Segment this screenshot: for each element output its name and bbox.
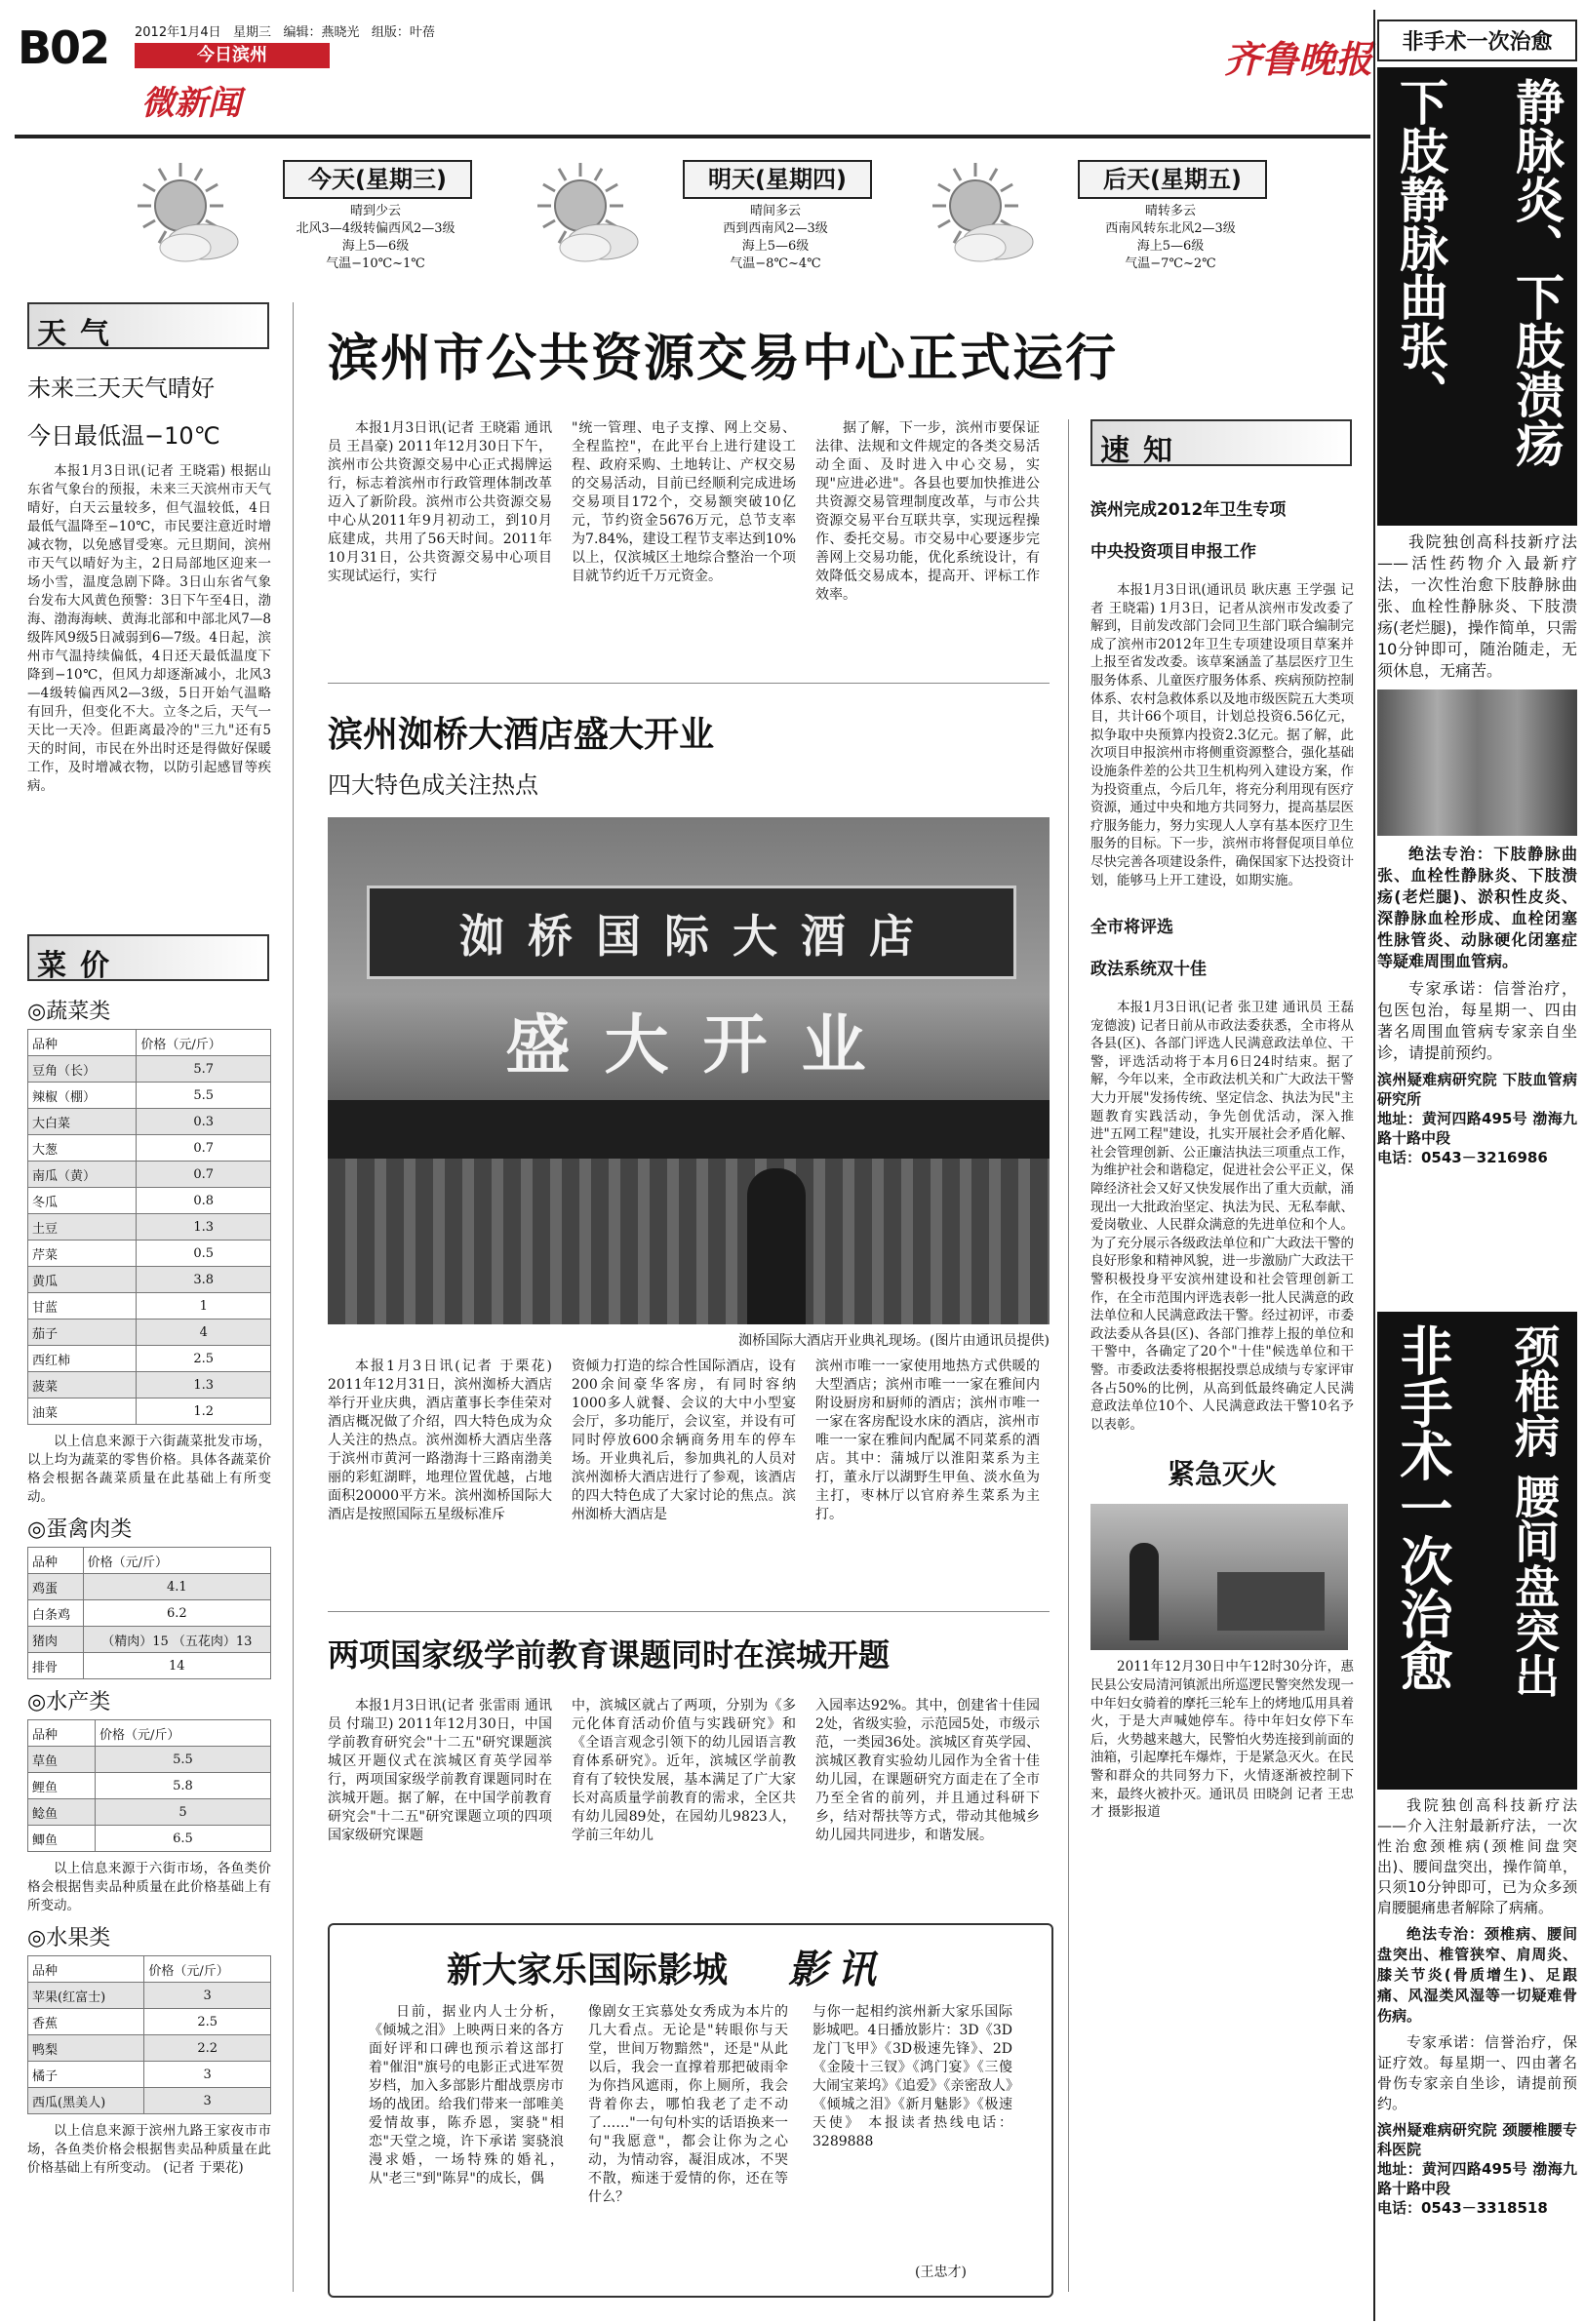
table-row (28, 2035, 271, 2062)
item-price: 4 (137, 1320, 271, 1346)
veg-title: ◎蔬菜类 (27, 1000, 111, 1024)
item-name: 豆角（长） (28, 1056, 137, 1083)
item-price: 0.5 (137, 1241, 271, 1267)
item-name: 猪肉 (28, 1627, 84, 1653)
item-name: 茄子 (28, 1320, 137, 1346)
table-row (28, 1293, 271, 1320)
item-price: 14 (83, 1653, 270, 1679)
item-price: 1.3 (137, 1372, 271, 1398)
article-1-col-2: "统一管理、电子支撑、网上交易、全程监控"，在此平台上进行建设工程、政府采购、土地转让、产权交易的交易活动，目前已经顺利完成进场交易项目172个，交易额突破10亿元，节约资金5676万元，总节支率为7.84%，建设工程节支率达到10%以上，仅滨城区土地综合整治一个项目就节约近千万元资金。 (572, 420, 796, 584)
table-row (28, 1267, 271, 1293)
quick-news-2-body: 本报1月3日讯(记者 张卫建 通讯员 王磊 宠德波) 记者日前从市政法委获悉，全市将从各县(区)、各部门评选人民满意政法单位、干警，评选活动将于本月6日24时结束。据了解，今年以来，全市政法机关和广大政法干警大力开展"发扬传统、坚定信念、执法为民"主题教育实践活动，争先创优活动，深入推进"五网工程"建设，扎实开展社会矛盾化解、社会管理创新、公正廉洁执法三项重点工作，为维护社会和谐稳定，促进社会公平正义，保障经济社会又好又快发展作出了重大贡献，涌现出一大批政治坚定、执法为民、无私奉献、爱岗敬业、人民群众满意的先进单位和个人。为了充分展示各级政法单位和广大政法干警的良好形象和精神风貌，进一步激励广大政法干警积极投身平安滨州建设和社会管理创新工作，在全市范围内评选表彰一批人民满意的政法单位和人民满意政法干警。经过初评，市委政法委从各县(区)、各部门推荐上报的单位和干警中，各确定了20个"十佳"候选单位和干警。市委政法委将根据投票总成绩与专家评审各占50%的比例，从高到低最终确定人民满意政法单位10个、人民满意政法干警10名予以表彰。 (1090, 1000, 1354, 1433)
table-row (28, 1056, 271, 1083)
left-divider (293, 302, 294, 2292)
item-price: 3.8 (137, 1267, 271, 1293)
left-column (27, 302, 271, 2178)
ad-2-specialty: 绝法专治：颈椎病、腰间盘突出、椎管狭窄、肩周炎、膝关节炎(骨质增生)、足跟痛、风湿类风湿等一切疑难骨伤病。 (1377, 1925, 1577, 2025)
quick-news-2-headline-2: 政法系统双十佳 (1090, 960, 1207, 980)
table-header-row (28, 1720, 271, 1747)
table-row (28, 1747, 271, 1773)
fruit-note: 以上信息来源于滨州九路王家夜市市场，各鱼类价格会根据售卖品种质量在此价格基础上有所变动。 (记者 于栗花) (27, 2123, 271, 2176)
item-name: 土豆 (28, 1214, 137, 1241)
item-price: 0.8 (137, 1188, 271, 1214)
table-row (28, 1162, 271, 1188)
item-price: 1 (137, 1293, 271, 1320)
article-3-col-1: 本报1月3日讯(记者 张雷雨 通讯员 付瑞卫) 2011年12月30日，中国学前教育研究会"十二五"研究课题滨城区开题仪式在滨城区育英学园举行，两项国家级学前教育课题同时在滨城开题。据了解，在中国学前教育研究会"十二五"研究课题立项的四项国家级研究课题 (328, 1698, 552, 1843)
item-name: 鸡蛋 (28, 1574, 84, 1600)
table-header-row (28, 1956, 271, 1983)
weather-day-label: 后天(星期五) (1078, 160, 1267, 199)
item-price: 0.7 (137, 1162, 271, 1188)
item-name: 苹果(红富士) (28, 1983, 144, 2009)
hotel-photo (328, 817, 1050, 1324)
item-name: 西红柿 (28, 1346, 137, 1372)
quick-news-1-headline: 滨州完成2012年卫生专项 (1090, 500, 1287, 520)
ad-1-banner (1377, 67, 1577, 526)
ad-1-specialty: 绝法专治：下肢静脉曲张、血栓性静脉炎、下肢溃疡(老烂腿)、淤积性皮炎、深静脉血栓形成、血栓闭塞性脉管炎、动脉硬化闭塞症等疑难周围血管病。 (1377, 845, 1577, 970)
right-column (1090, 419, 1354, 1822)
fire-photo-vehicle (1217, 1572, 1325, 1631)
item-price: 5.7 (137, 1056, 271, 1083)
ad-1-address: 地址：黄河四路495号 渤海九路十路中段 (1377, 1110, 1577, 1147)
fire-photo-figure (1129, 1543, 1159, 1640)
photo-person (747, 1168, 806, 1324)
item-name: 排骨 (28, 1653, 84, 1679)
table-row (28, 1372, 271, 1398)
rule-1 (328, 683, 1050, 684)
item-name: 辣椒（棚） (28, 1083, 137, 1109)
item-name: 甘蓝 (28, 1293, 137, 1320)
ad-1-hospital: 滨州疑难病研究院 下肢血管病研究所 (1377, 1071, 1577, 1108)
item-name: 鲫鱼 (28, 1826, 96, 1852)
table-row (28, 1653, 271, 1679)
ad-top-label: 非手术一次治愈 (1377, 20, 1577, 61)
table-row (28, 2062, 271, 2088)
article-2-col-1: 本报1月3日讯(记者 于栗花) 2011年12月31日，滨州洳桥大酒店举行开业庆典，酒店董事长李佳荣对酒店概况做了介绍，四大特色成为众人关注的热点。滨州洳桥大酒店坐落于滨州市黄河一路渤海十三路南渤美丽的彩虹湖畔，地理位置优越，占地面积20000平方米。滨州洳桥国际大酒店是按照国际五星级标准斥 (328, 1359, 552, 1522)
aqua-note: 以上信息来源于六街市场，各鱼类价格会根据售卖品种质量在此价格基础上有所变动。 (27, 1861, 271, 1913)
masthead-meta: 2012年1月4日 星期三 编辑：燕晓光 组版：叶蓓 (135, 25, 435, 40)
item-name: 草鱼 (28, 1747, 96, 1773)
weather-day-1 (527, 154, 917, 300)
item-price: 2.5 (144, 2009, 271, 2035)
movie-heading-2: 影讯 (788, 1948, 886, 1992)
table-row (28, 1600, 271, 1627)
table-row (28, 1398, 271, 1425)
quick-news-1-body: 本报1月3日讯(通讯员 耿庆惠 王学强 记者 王晓霜) 1月3日，记者从滨州市发改委了解到，目前发改部门会同卫生部门联合编制完成了滨州市2012年卫生专项建设项目草案并上报至省发改委。该草案涵盖了基层医疗卫生服务体系、儿童医疗服务体系、疾病预防控制体系、农村急救体系以及地市级医院五大类项目，共计66个项目，计划总投资6.56亿元，拟争取中央预算内投资2.3亿元。据了解，此次项目申报滨州市将侧重资源整合，强化基础设施条件差的公共卫生机构列入建设方案，作为投资重点，今后几年，将充分利用现有医疗资源，通过中央和地方共同努力，提高基层医疗服务能力，努力实现人人享有基本医疗卫生服务的目标。下一步，滨州市将督促项目单位尽快完善各项建设条件，确保国家下达投资计划，能够马上开工建设，如期实施。 (1090, 582, 1354, 888)
item-price: 1.2 (137, 1398, 271, 1425)
article-3-col-3: 入园率达92%。其中，创建省十佳园2处，省级实验，示范园5处，市级示范，一类园36处。滨城区育英学园、滨城区教育实验幼儿园作为全省十佳幼儿园，在课题研究方面走在了全市乃至全省的前列，并且通过科研下乡，结对帮扶等方式，带动其他城乡幼儿园共同进步，和谐发展。 (815, 1698, 1040, 1843)
price-section-title: 菜价 (27, 934, 269, 981)
item-name: 鸭梨 (28, 2035, 144, 2062)
table-row (28, 1574, 271, 1600)
ad-1-promise: 专家承诺：信誉治疗，包医包治，每星期一、四由著名周围血管病专家亲自坐诊，请提前预约。 (1377, 979, 1577, 1062)
table-row (28, 1826, 271, 1852)
movie-col-1: 日前，据业内人士分析，《倾城之泪》上映两日来的各方面好评和口碑也预示着这部打着"催泪"旗号的电影正式进军贺岁档，加入多部影片酣战票房市场的战团。给我们带来一部唯美爱情故事，陈乔恩，窦骁"相恋"天堂之境，许下承诺 窦骁浪漫求婚，一场特殊的婚礼，从"老三"到"陈昇"的成长，偶 (369, 2004, 564, 2186)
item-name: 黄瓜 (28, 1267, 137, 1293)
item-name: 大葱 (28, 1135, 137, 1162)
aqua-title: ◎水产类 (27, 1690, 111, 1714)
item-price: 2.5 (137, 1346, 271, 1372)
movie-col-3: 与你一起相约滨州新大家乐国际影城吧。4日播放影片：3D《3D龙门飞甲》《3D极速先锋》、2D《金陵十三钗》《鸿门宴》《三傻大闹宝莱坞》《追爱》《亲密敌人》《倾城之泪》《新月魅影》《极速天使》 本报读者热线电话：3289888 (812, 2004, 1012, 2149)
weather-detail: 晴间多云 西到西南风2—3级 海上5—6级 气温−8℃~4℃ (723, 204, 828, 271)
item-price: 5.5 (95, 1747, 270, 1773)
paper-logo: 齐鲁晚报 (1224, 38, 1373, 81)
item-price: 0.3 (137, 1109, 271, 1135)
photo-banner-text: 洳 桥 国 际 大 酒 店 (458, 910, 919, 963)
headline-2: 滨州洳桥大酒店盛大开业 (328, 715, 715, 755)
table-row (28, 1135, 271, 1162)
fruit-price-table (27, 1955, 271, 2114)
item-price: 4.1 (83, 1574, 270, 1600)
item-price: 3 (144, 2088, 271, 2114)
weather-detail: 晴转多云 西南风转东北风2—3级 海上5—6级 气温−7℃~2℃ (1105, 204, 1236, 271)
quick-news-title: 速知 (1090, 419, 1352, 466)
ad-1-big-text-2: 下肢静脉曲张、 (1392, 77, 1448, 418)
sun-cloud-icon (922, 162, 1039, 269)
item-name: 鲤鱼 (28, 1773, 96, 1799)
item-price: 5 (95, 1799, 270, 1826)
quick-news-3-headline: 紧急灭火 (1167, 1458, 1277, 1491)
ad-1 (1377, 20, 1577, 1167)
ad-1-phone: 电话：0543－3216986 (1377, 1149, 1548, 1166)
item-name: 香蕉 (28, 2009, 144, 2035)
table-header-row (28, 1548, 271, 1574)
item-name: 橘子 (28, 2062, 144, 2088)
col-header-price: 价格（元/斤） (95, 1720, 270, 1747)
photo-caption: 洳桥国际大酒店开业典礼现场。(图片由通讯员提供) (738, 1333, 1050, 1349)
item-price: 2.2 (144, 2035, 271, 2062)
table-row (28, 1109, 271, 1135)
ad-2-intro: 我院独创高科技新疗法——介入注射最新疗法，一次性治愈颈椎病(颈椎间盘突出)、腰间盘突出，操作简单，只须10分钟即可，已为众多颈肩腰腿痛患者解除了病痛。 (1377, 1796, 1577, 1916)
article-3-col-2: 中，滨城区就占了两项，分别为《多元化体育活动价值与实践研究》和《全语言观念引领下的幼儿园语言教育体系研究》。近年，滨城区学前教育有了较快发展，基本满足了广大家长对高质量学前教育的需求，全区共有幼儿园89处，在园幼儿9823人，学前三年幼儿 (572, 1698, 796, 1843)
item-name: 芹菜 (28, 1241, 137, 1267)
weather-headline: 未来三天天气晴好 (27, 374, 215, 402)
ad-2-promise: 专家承诺：信誉治疗，保证疗效。每星期一、四由著名骨伤专家亲自坐诊，请提前预约。 (1377, 2033, 1577, 2112)
aqua-price-table (27, 1719, 271, 1852)
weather-section-title: 天气 (27, 302, 269, 349)
section-tab: 今日滨州 (135, 43, 330, 68)
headline-3: 两项国家级学前教育课题同时在滨城开题 (328, 1636, 891, 1674)
item-name: 油菜 (28, 1398, 137, 1425)
movie-col-2: 像剧女王宾慕处女秀成为本片的几大看点。无论是"转眼你与天堂，世间万物黯然"，还是"从此以后，我会一直撑着那把破雨伞为你挡风遮雨，你上厕所，我会背着你去，哪怕我老了走不动了……"一句句朴实的话语换来一句"我愿意"，都会让你为之心动，为情动容，凝泪成冰，不哭不散，痴迷于爱情的你，还在等什么？ (588, 2004, 788, 2205)
table-header-row (28, 1030, 271, 1056)
ad-1-photo (1377, 689, 1577, 836)
photo-banner-text-2: 盛 大 开 业 (505, 1007, 872, 1083)
article-2-col-2: 资倾力打造的综合性国际酒店，设有200余间豪华客房，有同时容纳1000多人就餐、会议的大中小型宴会厅，多功能厅，会议室，并设有可同时停放600余辆商务用车的停车场。开业典礼后，参加典礼的人员对滨州洳桥大酒店进行了参观，该酒店的四大特色成了大家讨论的焦点。滨州洳桥大酒店是 (572, 1359, 796, 1522)
fruit-title: ◎水果类 (27, 1926, 111, 1950)
right-divider (1068, 419, 1069, 2292)
table-row (28, 1188, 271, 1214)
subheadline-2: 四大特色成关注热点 (328, 771, 538, 799)
table-row (28, 1346, 271, 1372)
fire-photo (1090, 1504, 1348, 1650)
table-row (28, 2009, 271, 2035)
table-row (28, 2088, 271, 2114)
item-name: 菠菜 (28, 1372, 137, 1398)
article-1-col-1: 本报1月3日讯(记者 王晓霜 通讯员 王昌豪) 2011年12月30日下午，滨州市公共资源交易中心正式揭牌运行，标志着滨州市行政管理体制改革迈入了新阶段。滨州市公共资源交易中心从2011年9月初动工，到10月底建成，共用了56天时间。2011年10月31日，公共资源交易中心项目实现试运行，实行 (328, 420, 552, 584)
item-price: 6.5 (95, 1826, 270, 1852)
item-price: 0.7 (137, 1135, 271, 1162)
rule-2 (328, 1611, 1050, 1612)
sun-cloud-icon (527, 162, 644, 269)
ad-2 (1377, 1312, 1577, 2218)
table-row (28, 1773, 271, 1799)
photo-crowd (328, 1159, 1050, 1324)
headline-1: 滨州市公共资源交易中心正式运行 (328, 330, 1119, 388)
item-price: 3 (144, 2062, 271, 2088)
table-row (28, 1627, 271, 1653)
movie-signature: (王忠才) (915, 2265, 967, 2280)
sun-cloud-icon (127, 162, 244, 269)
article-1-col-3: 据了解，下一步，滨州市要保证法律、法规和文件规定的各类交易活动全面、及时进入中心交易，实现"应进必进"。各县也要加快推进公共资源交易管理制度改革，与市公共资源交易平台互联共享，实现远程操作、委托交易。市交易中心要逐步完善网上交易功能，优化系统设计，有效降低交易成本，提高开、评标工作效率。 (815, 420, 1040, 603)
item-price: （精肉）15 （五花肉）13 (83, 1627, 270, 1653)
table-row (28, 1320, 271, 1346)
weather-subheadline: 今日最低温−10℃ (27, 422, 220, 450)
col-header-price: 价格（元/斤） (137, 1030, 271, 1056)
weather-detail: 晴到少云 北风3—4级转偏西风2—3级 海上5—6级 气温−10℃~1℃ (296, 204, 456, 271)
quick-news-2-headline: 全市将评选 (1090, 918, 1173, 938)
ad-column-border (1373, 10, 1375, 2321)
movie-heading: 新大家乐国际影城 (447, 1950, 729, 1990)
item-price: 3 (144, 1983, 271, 2009)
ad-2-banner (1377, 1312, 1577, 1790)
item-price: 6.2 (83, 1600, 270, 1627)
weather-day-label: 今天(星期三) (283, 160, 472, 199)
quick-news-1-headline-2: 中央投资项目申报工作 (1090, 542, 1256, 562)
weather-body: 本报1月3日讯(记者 王晓霜) 根据山东省气象台的预报，未来三天滨州市天气晴好，白天云量较多，但气温较低，4日最低气温降至−10℃，市民要注意近时增减衣物，以免感冒受寒。元旦期间，滨州市天气以晴好为主，2日局部地区迎来一场小雪，温度急剧下降。3日山东省气象台发布大风黄色预警：3日下午至4日，渤海、渤海海峡、黄海北部和中部北风7—8级阵风9级5日减弱到6—7级。4日起，滨州市气温持续偏低，4日还天最低温度下降到−10℃，但风力却逐渐减小，北风3—4级转偏西风2—3级，5日开始气温略有回升，但变化不大。立冬之后，天气一天比一天冷。但距离最冷的"三九"还有5天的时间，市民在外出时还是得做好保暖工作，及时增减衣物，以防引起感冒等疾病。 (27, 463, 271, 794)
egg-title: ◎蛋禽肉类 (27, 1517, 133, 1542)
page-number: B02 (18, 21, 109, 74)
item-price: 5.5 (137, 1083, 271, 1109)
ad-2-hospital: 滨州疑难病研究院 颈腰椎腰专科医院 (1377, 2121, 1577, 2158)
ad-2-big-text-2: 非手术一次治愈 (1392, 1323, 1453, 1692)
quick-news-3-body: 2011年12月30日中午12时30分许，惠民县公安局清河镇派出所巡逻民警突然发现一中年妇女骑着的摩托三轮车上的烤地瓜用具着火，于是大声喊她停车。待中年妇女停下车后，火势越来越大，民警怕火势连接到前面的油箱，引起摩托车爆炸，于是紧急灭火。在民警和群众的共同努力下，火情逐渐被控制下来，最终火被扑灭。通讯员 田晓剑 记者 王忠才 摄影报道 (1090, 1659, 1354, 1821)
table-row (28, 1241, 271, 1267)
item-name: 白条鸡 (28, 1600, 84, 1627)
col-header-name: 品种 (28, 1720, 96, 1747)
weather-day-2 (922, 154, 1312, 300)
item-price: 5.8 (95, 1773, 270, 1799)
ad-1-big-text: 静脉炎、下肢溃疡 (1508, 77, 1565, 467)
col-header-name: 品种 (28, 1030, 137, 1056)
photo-stage (328, 1100, 1050, 1159)
table-row (28, 1214, 271, 1241)
item-name: 南瓜（黄） (28, 1162, 137, 1188)
ad-2-address: 地址：黄河四路495号 渤海九路十路中段 (1377, 2160, 1577, 2197)
item-name: 冬瓜 (28, 1188, 137, 1214)
ad-2-phone: 电话：0543－3318518 (1377, 2199, 1548, 2217)
col-header-price: 价格（元/斤） (144, 1956, 271, 1983)
item-name: 鲶鱼 (28, 1799, 96, 1826)
veg-note: 以上信息来源于六街蔬菜批发市场，以上均为蔬菜的零售价格。具体各蔬菜价格会根据各蔬菜质量在此基础上有所变动。 (27, 1434, 271, 1505)
table-row (28, 1799, 271, 1826)
col-header-price: 价格（元/斤） (83, 1548, 270, 1574)
ad-2-big-text: 颈椎病 腰间盘突出 (1508, 1323, 1561, 1699)
item-name: 大白菜 (28, 1109, 137, 1135)
col-header-name: 品种 (28, 1548, 84, 1574)
table-row (28, 1983, 271, 2009)
column-name: 微新闻 (141, 84, 241, 123)
egg-price-table (27, 1547, 271, 1679)
masthead-rule (15, 135, 1370, 138)
table-row (28, 1083, 271, 1109)
veg-price-table (27, 1029, 271, 1425)
item-name: 西瓜(黑美人) (28, 2088, 144, 2114)
col-header-name: 品种 (28, 1956, 144, 1983)
weather-day-0 (127, 154, 517, 300)
item-price: 1.3 (137, 1214, 271, 1241)
movie-box (328, 1923, 1053, 2298)
weather-day-label: 明天(星期四) (683, 160, 872, 199)
article-2-col-3: 滨州市唯一一家使用地热方式供暖的大型酒店；滨州市唯一一家在雅间内附设厨房和厨师的酒店；滨州市唯一一家在客房配设水床的酒店，滨州市唯一一家在雅间内配属不同菜系的酒店。其中：蒲城厅以淮阳菜系为主打，董永厅以湖野生甲鱼、淡水鱼为主打，枣林厅以官府养生菜系为主打。 (815, 1359, 1040, 1522)
ad-1-intro: 我院独创高科技新疗法——活性药物介入最新疗法，一次性治愈下肢静脉曲张、血栓性静脉炎、下肢溃疡(老烂腿)，操作简单，只需10分钟即可，随治随走，无须休息，无痛苦。 (1377, 532, 1577, 680)
